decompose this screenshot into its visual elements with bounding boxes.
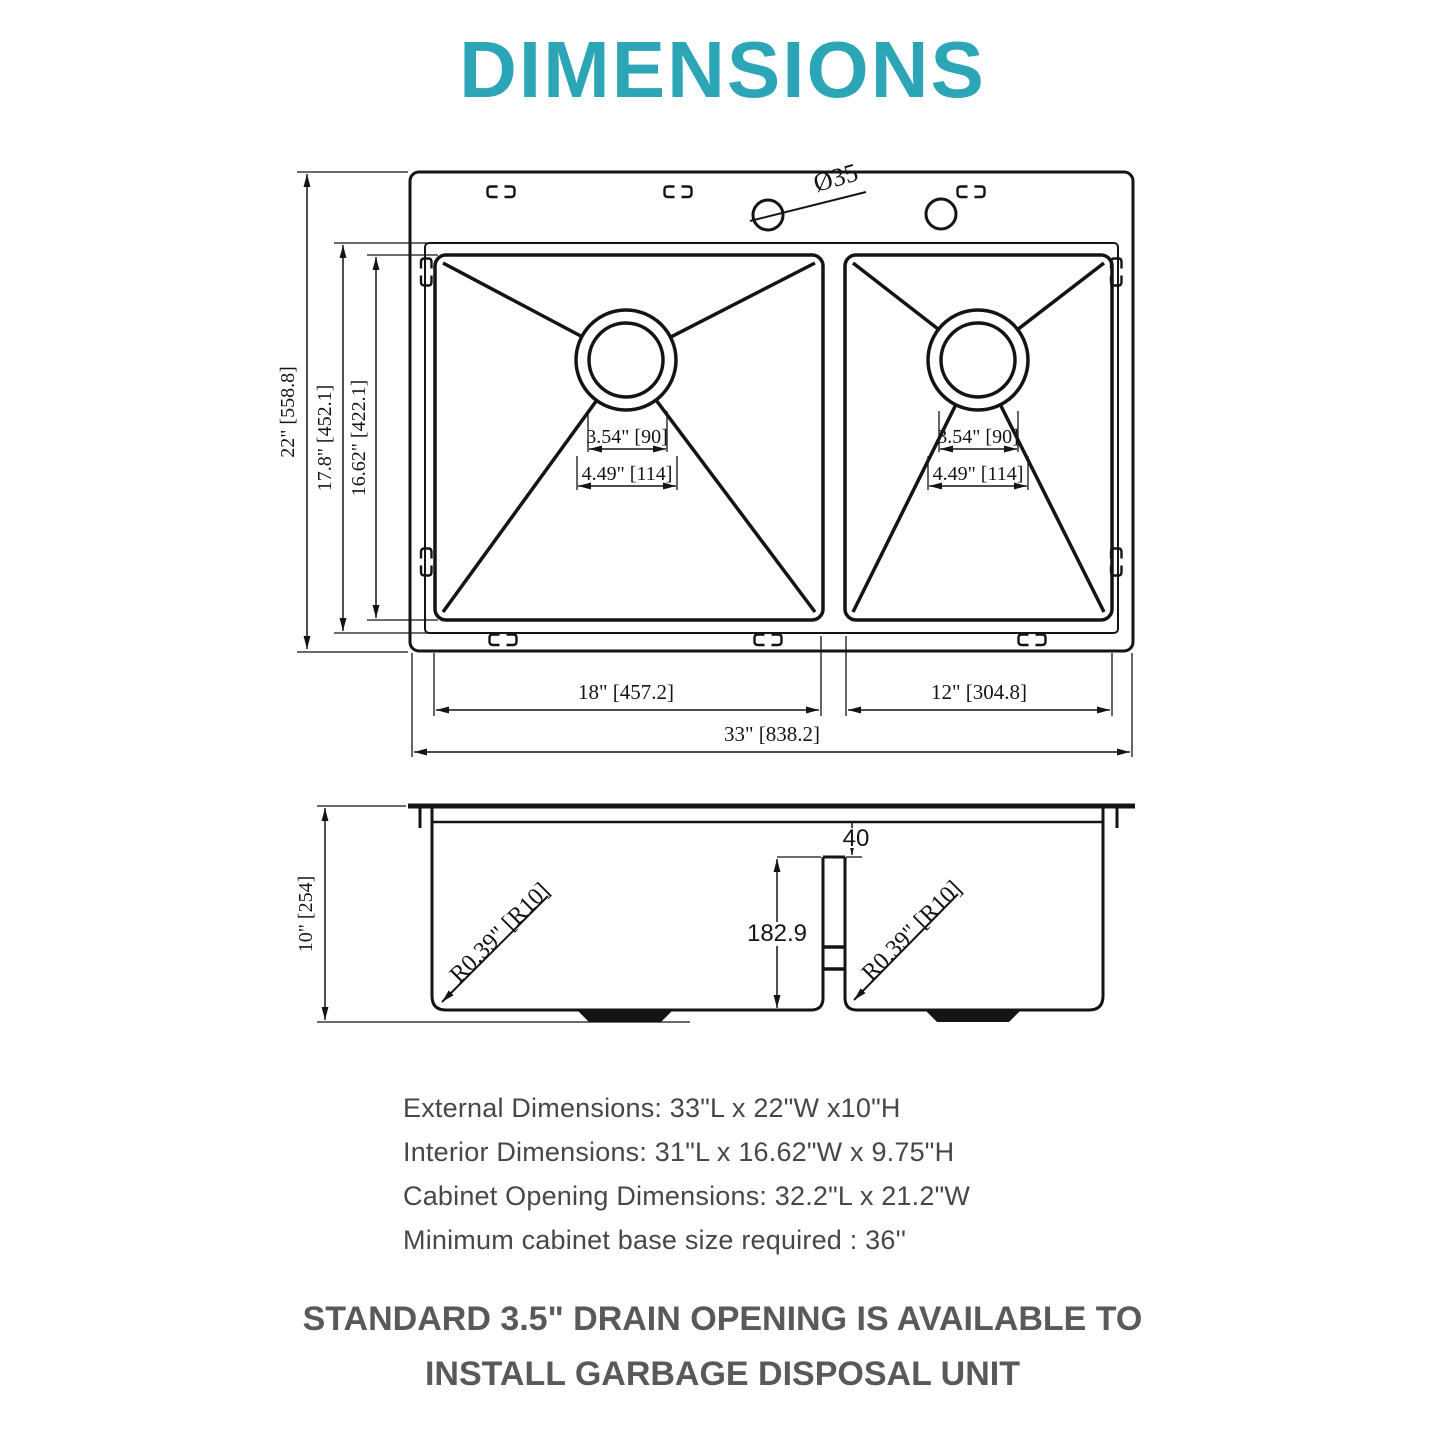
dim-divider-height: 182.9 bbox=[746, 920, 808, 947]
right-bowl-profile bbox=[842, 806, 1103, 1010]
dim-left-bowl-width: 18" [457.2] bbox=[577, 680, 675, 704]
faucet-hole-right bbox=[926, 199, 956, 229]
right-drain-dimensions bbox=[928, 411, 1028, 490]
spec-minimum-cabinet-base: Minimum cabinet base size required : 36'' bbox=[403, 1225, 907, 1255]
hole-leader-line bbox=[750, 192, 866, 221]
right-drain-opening bbox=[941, 323, 1015, 397]
corner-radius-callouts bbox=[442, 876, 967, 1002]
dim-drain-flange: 4.49" [114] bbox=[581, 463, 673, 485]
dim-overall-depth: 22" [558.8] bbox=[277, 366, 299, 458]
footer-line-1: STANDARD 3.5" DRAIN OPENING IS AVAILABLE TO bbox=[302, 1300, 1143, 1338]
dim-bowl-depth: 16.62" [422.1] bbox=[348, 379, 370, 497]
right-radius-label: R0.39" [R10] bbox=[856, 875, 968, 987]
faucet-hole-left bbox=[753, 200, 783, 230]
dim-divider-offset: 40 bbox=[842, 825, 870, 852]
left-drain-dimensions bbox=[577, 411, 677, 490]
top-view bbox=[277, 158, 1133, 757]
dim-drain-opening: 3.54" [90] bbox=[586, 426, 668, 448]
spec-interior-dimensions: Interior Dimensions: 31"L x 16.62"W x 9.75"H bbox=[403, 1137, 955, 1167]
left-bowl-profile bbox=[432, 806, 823, 1010]
left-drain-fitting bbox=[577, 1010, 673, 1022]
right-drain-fitting bbox=[925, 1010, 1021, 1022]
dim-overall-width: 33" [838.2] bbox=[723, 722, 821, 746]
spec-list bbox=[403, 1086, 970, 1262]
footer-line-2: INSTALL GARBAGE DISPOSAL UNIT bbox=[424, 1355, 1021, 1393]
divider-offset-dimension bbox=[838, 823, 869, 857]
dim-inner-depth: 17.8" [452.1] bbox=[314, 384, 336, 492]
left-radius-label: R0.39" [R10] bbox=[444, 877, 556, 989]
side-height-dimension bbox=[295, 806, 690, 1022]
plan-vertical-dimensions bbox=[277, 172, 438, 652]
spec-external-dimensions: External Dimensions: 33"L x 22"W x10"H bbox=[403, 1093, 901, 1123]
spec-cabinet-opening: Cabinet Opening Dimensions: 32.2"L x 21.2"W bbox=[403, 1181, 971, 1211]
left-drain-opening bbox=[589, 323, 663, 397]
footer-note bbox=[0, 1292, 1445, 1402]
dim-right-bowl-width: 12" [304.8] bbox=[930, 680, 1028, 704]
plan-horizontal-dimensions bbox=[412, 636, 1132, 757]
dim-drain-flange: 4.49" [114] bbox=[932, 463, 1024, 485]
divider-height-dimension bbox=[742, 857, 821, 1008]
dim-overall-height: 10" [254] bbox=[295, 875, 317, 953]
page-title: DIMENSIONS bbox=[459, 25, 986, 114]
hole-diameter-label: Ø35 bbox=[810, 157, 862, 198]
side-view bbox=[295, 806, 1135, 1022]
dim-drain-opening: 3.54" [90] bbox=[937, 426, 1019, 448]
